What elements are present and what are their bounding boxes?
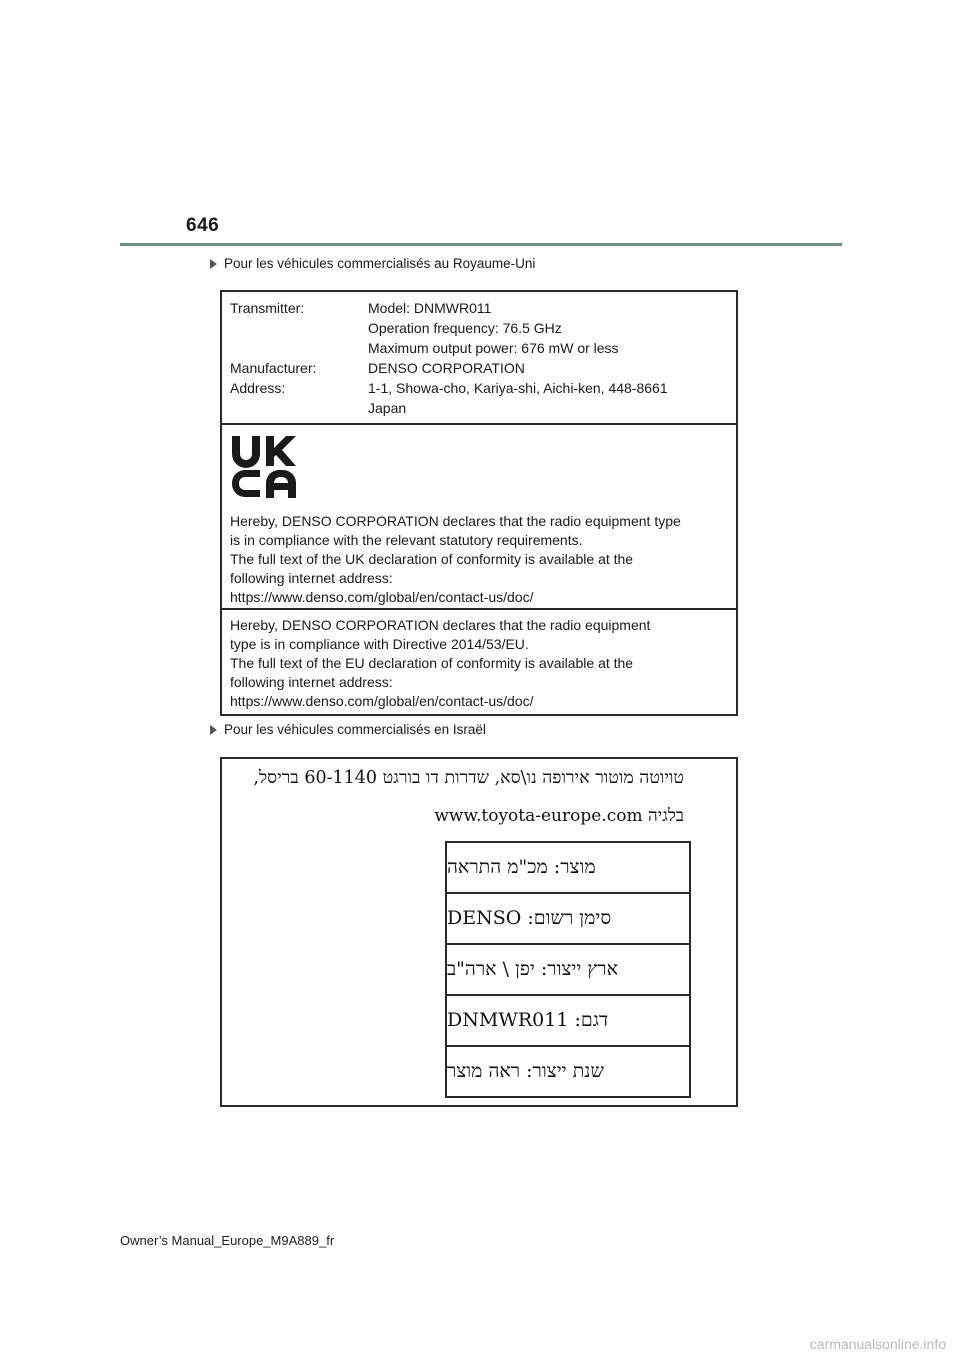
power-value: 676 [521, 340, 545, 356]
page-number: 646 [186, 215, 220, 236]
table-row: סימן רשום: DENSO [447, 894, 689, 945]
footer-manual-id: Owner’s Manual_Europe_M9A889_fr [120, 1233, 335, 1248]
header-rule [120, 243, 842, 246]
eu-decl-line: The full text of the EU declaration of conformity is available at the [230, 655, 634, 671]
triangle-bullet-icon [210, 725, 217, 735]
power-text [368, 340, 619, 356]
table-row: מוצר: מכ"מ התראה [447, 843, 689, 894]
manufacturer-label: Manufacturer: [230, 360, 317, 376]
section-heading-uk-text: Pour les véhicules commercialisés au Royaume-Uni [224, 256, 536, 271]
transmitter-spec-panel [222, 292, 736, 423]
power-label: Maximum output power: [368, 340, 518, 356]
table-row: דגם: DNMWR011 [447, 996, 689, 1047]
uk-decl-url: https://www.denso.com/global/en/contact-us/doc/ [230, 589, 534, 605]
ukca-mark-icon [230, 434, 298, 498]
eu-panel [222, 608, 736, 714]
eu-declaration [230, 616, 726, 711]
israel-importer-address: טויוטה מוטור אירופה נו\סא, שדרות דו בורגט 60-1140 בריסל, [253, 768, 684, 788]
section-heading-uk [210, 256, 535, 271]
table-row: שנת ייצור: ראה מוצר [447, 1047, 689, 1098]
manufacturer-text: DENSO CORPORATION [368, 360, 525, 376]
eu-decl-line: following internet address: [230, 674, 393, 690]
uk-decl-line: is in compliance with the relevant statutory requirements. [230, 532, 583, 548]
eu-decl-url: https://www.denso.com/global/en/contact-us/doc/ [230, 693, 534, 709]
model-text: Model: DNMWR011 [368, 300, 492, 316]
israel-product-table [445, 841, 691, 1098]
uk-declaration [230, 512, 726, 607]
triangle-bullet-icon [210, 259, 217, 269]
israel-regulatory-box [220, 757, 738, 1107]
uk-decl-line: Hereby, DENSO CORPORATION declares that the radio equipment type [230, 513, 681, 529]
israel-importer-country: בלגיה www.toyota-europe.com [434, 806, 684, 826]
transmitter-label: Transmitter: [230, 300, 305, 316]
address-line1: 1-1, Showa-cho, Kariya-shi, Aichi-ken, 448-8661 [368, 380, 668, 396]
eu-decl-line: Hereby, DENSO CORPORATION declares that the radio equipment [230, 617, 651, 633]
frequency-text: Operation frequency: 76.5 GHz [368, 320, 562, 336]
table-row: ארץ ייצור: יפן \ ארה"ב [447, 945, 689, 996]
power-unit: mW or less [548, 340, 619, 356]
uk-regulatory-box [220, 290, 738, 716]
uk-decl-line: following internet address: [230, 570, 393, 586]
section-heading-israel-text: Pour les véhicules commercialisés en Israël [224, 722, 486, 737]
section-heading-israel [210, 722, 486, 737]
watermark: carmanualsonline.info [809, 1336, 946, 1352]
eu-decl-line: type is in compliance with Directive 2014/53/EU. [230, 636, 529, 652]
address-label: Address: [230, 380, 286, 396]
ukca-panel [222, 423, 736, 608]
address-line2: Japan [368, 400, 407, 416]
uk-decl-line: The full text of the UK declaration of conformity is available at the [230, 551, 634, 567]
